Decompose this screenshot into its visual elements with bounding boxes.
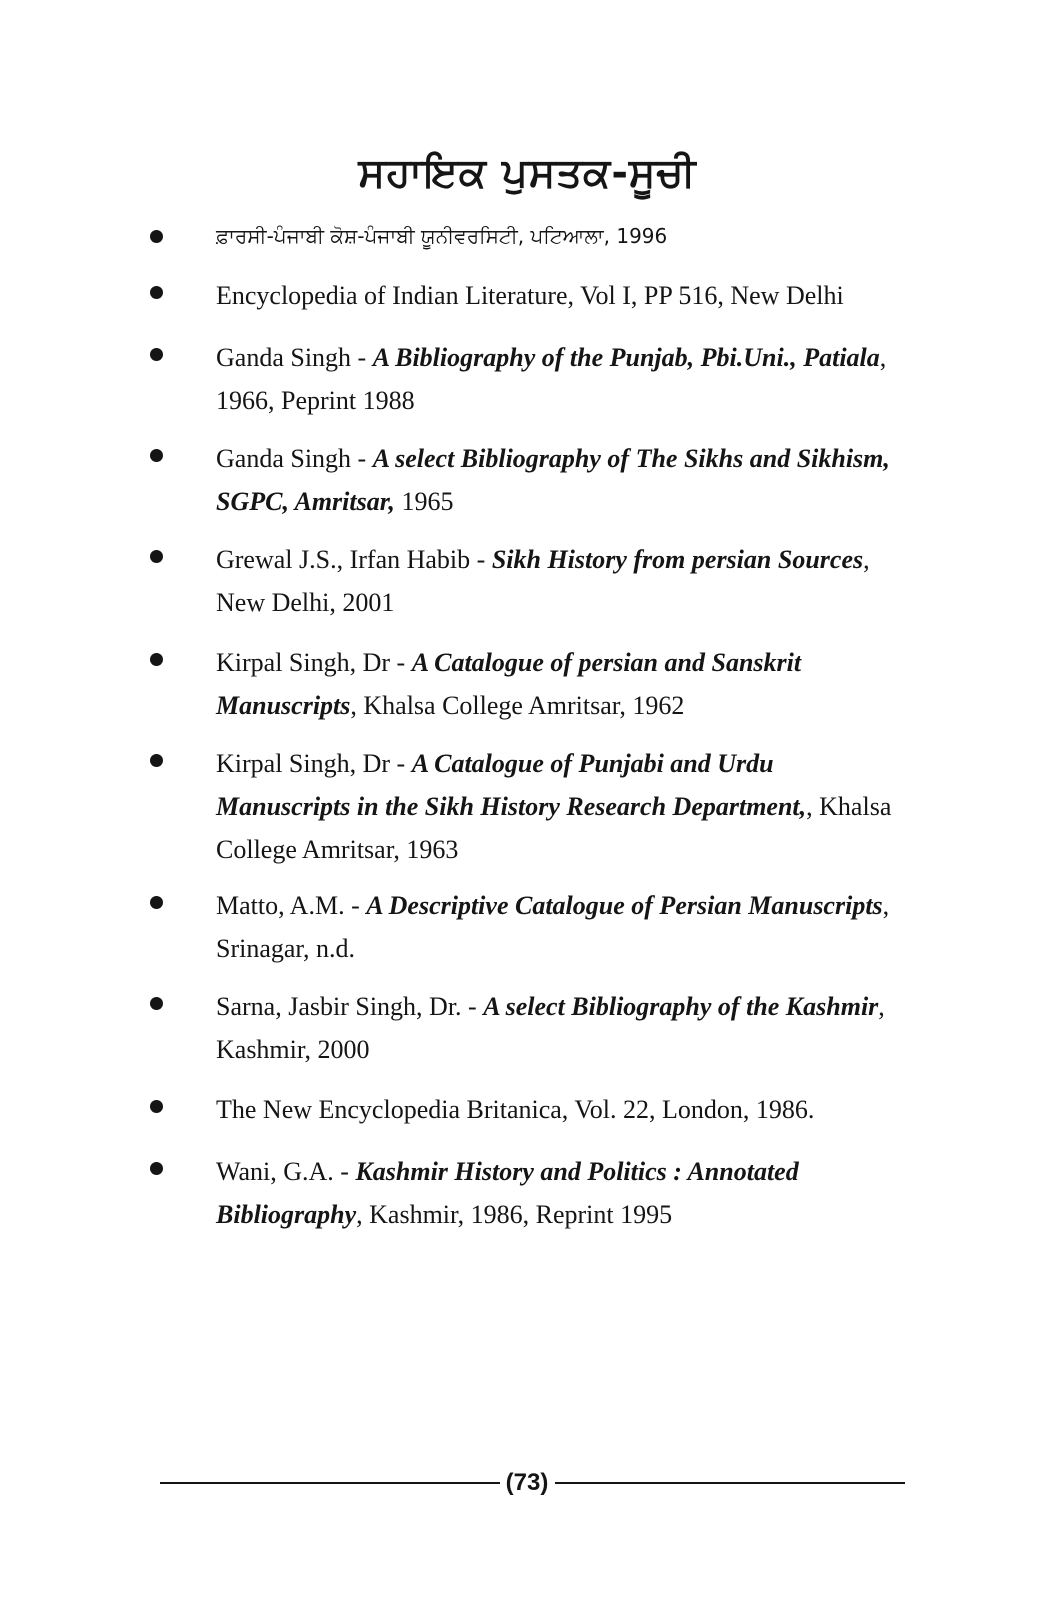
entry-text-run: , 1966, Peprint 1988 (216, 343, 887, 415)
entry-text-run: Kirpal Singh, Dr - (216, 749, 412, 778)
page-number: (73) (505, 1469, 549, 1496)
entry-text (216, 437, 896, 523)
entry-text-run: Kirpal Singh, Dr - (216, 648, 412, 677)
entry-text-run: Ganda Singh - (216, 444, 373, 473)
bullet-icon (150, 286, 163, 299)
entry-text (216, 218, 896, 254)
entry-text-run: Encyclopedia of Indian Literature, Vol I, PP 516, New Delhi (216, 281, 844, 310)
entry-title-italic: Sikh History from persian Sources (491, 545, 864, 574)
bullet-icon (150, 550, 163, 563)
entry-text (216, 742, 896, 871)
entry-text-run: , Kashmir, 2000 (216, 992, 885, 1064)
entry-text (216, 1150, 896, 1236)
entry-text-run: Grewal J.S., Irfan Habib - (216, 545, 492, 574)
entry-text (216, 538, 896, 624)
bullet-icon (150, 1162, 163, 1175)
entry-text (216, 336, 896, 422)
entry-title-italic: A Catalogue of persian and Sanskrit Manuscripts (216, 648, 802, 720)
entry-text (216, 274, 896, 317)
bullet-icon (150, 449, 163, 462)
entry-title-italic: A Bibliography of the Punjab, Pbi.Uni., Patiala (372, 343, 880, 372)
bullet-icon (150, 754, 163, 767)
entry-text-run: Wani, G.A. - (216, 1157, 356, 1186)
entry-text-run: , Khalsa College Amritsar, 1963 (216, 792, 892, 864)
entry-title-italic: Kashmir History and Politics : Annotated Bibliography (216, 1157, 799, 1229)
entry-text-run: ਫ਼ਾਰਸੀ-ਪੰਜਾਬੀ ਕੋਸ਼-ਪੰਜਾਬੀ ਯੂਨੀਵਰਸਿਟੀ, ਪਟਿਆਲਾ, 1996 (216, 224, 668, 248)
entry-title-italic: A Descriptive Catalogue of Persian Manuscripts (366, 891, 883, 920)
entry-title-italic: A Catalogue of Punjabi and Urdu Manuscripts in the Sikh History Research Department, (216, 749, 807, 821)
footer-rule-right (555, 1482, 905, 1484)
entry-text (216, 985, 896, 1071)
footer-rule-left (160, 1482, 500, 1484)
entry-text-run: , Khalsa College Amritsar, 1962 (350, 691, 685, 720)
entry-title-italic: A select Bibliography of The Sikhs and Sikhism, SGPC, Amritsar, (216, 444, 890, 516)
bullet-icon (150, 896, 163, 909)
bullet-icon (150, 653, 163, 666)
entry-text-run: Matto, A.M. - (216, 891, 367, 920)
entry-text-run: Sarna, Jasbir Singh, Dr. - (216, 992, 484, 1021)
entry-text-run: 1965 (394, 487, 454, 516)
bullet-icon (150, 1100, 163, 1113)
page-title: ਸਹਾਇਕ ਪੁਸਤਕ-ਸੂਚੀ (358, 150, 697, 196)
entry-text-run: Ganda Singh - (216, 343, 373, 372)
bullet-icon (150, 230, 163, 243)
entry-text (216, 884, 896, 970)
bullet-icon (150, 348, 163, 361)
entry-text-run: The New Encyclopedia Britanica, Vol. 22, London, 1986. (216, 1095, 815, 1124)
entry-title-italic: A select Bibliography of the Kashmir (483, 992, 879, 1021)
entry-text (216, 1088, 896, 1131)
entry-text (216, 641, 896, 727)
entry-text-run: , New Delhi, 2001 (216, 545, 870, 617)
entry-text-run: , Srinagar, n.d. (216, 891, 890, 963)
bullet-icon (150, 997, 163, 1010)
entry-text-run: , Kashmir, 1986, Reprint 1995 (356, 1200, 673, 1229)
